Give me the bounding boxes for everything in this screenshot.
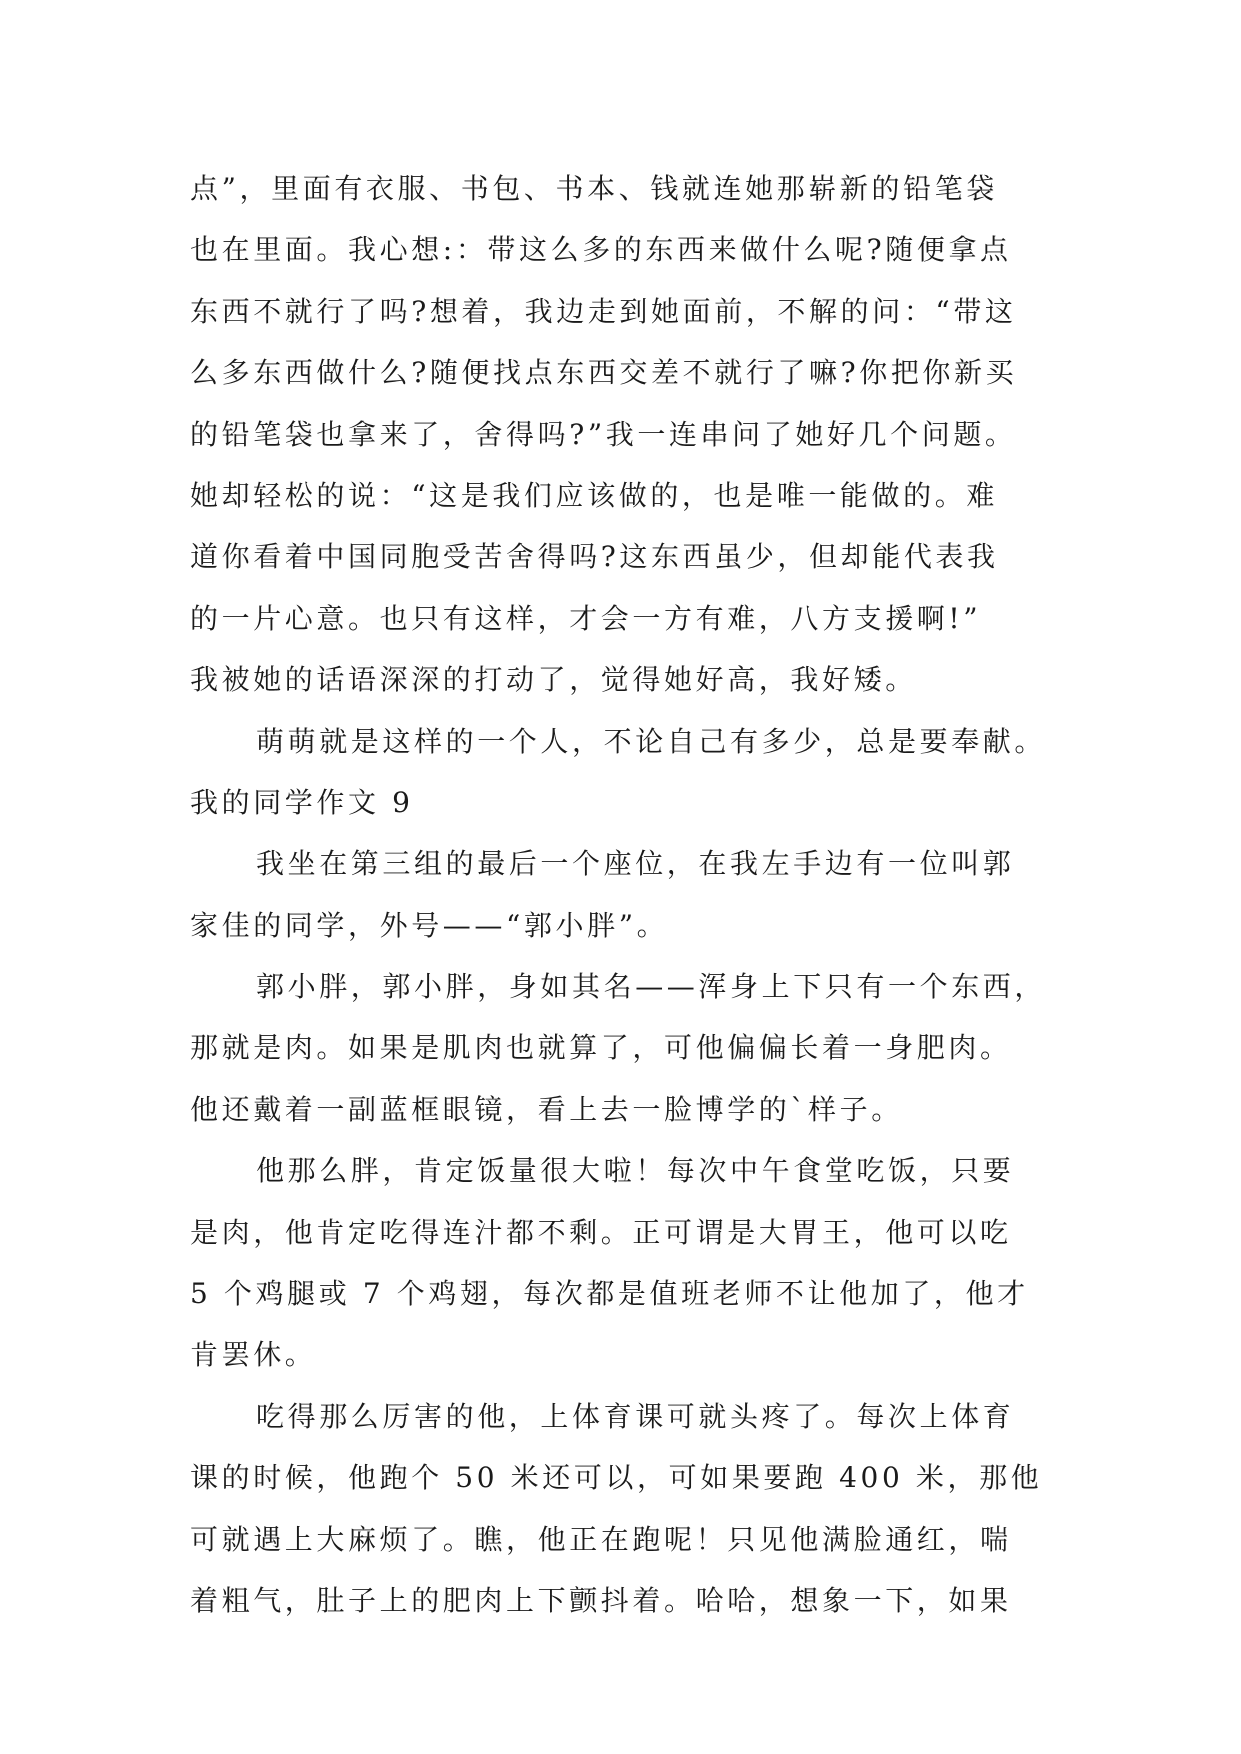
text-line: 肯罢休。 (190, 1338, 317, 1372)
text-line: 着粗气，肚子上的肥肉上下颤抖着。哈哈，想象一下，如果 (190, 1583, 1012, 1617)
text-line: 郭小胖，郭小胖，身如其名——浑身上下只有一个东西， (256, 970, 1047, 1004)
text-line: 他那么胖，肯定饭量很大啦！每次中午食堂吃饭，只要 (256, 1154, 1015, 1188)
text-line: 他还戴着一副蓝框眼镜，看上去一脸博学的`样子。 (190, 1092, 903, 1126)
body-text (190, 158, 1070, 1631)
text-line: 的铅笔袋也拿来了，舍得吗?”我一连串问了她好几个问题。 (190, 417, 1017, 451)
text-line: 家佳的同学，外号——“郭小胖”。 (190, 908, 669, 942)
text-line: 也在里面。我心想:：带这么多的东西来做什么呢?随便拿点 (190, 233, 1012, 267)
text-line: 的一片心意。也只有这样，才会一方有难，八方支援啊!” (190, 601, 982, 635)
text-line: 么多东西做什么?随便找点东西交差不就行了嘛?你把你新买 (190, 356, 1018, 390)
text-line: 吃得那么厉害的他，上体育课可就头疼了。每次上体育 (256, 1399, 1015, 1433)
text-line: 课的时候，他跑个 50 米还可以，可如果要跑 400 米，那他 (190, 1461, 1043, 1495)
text-line: 是肉，他肯定吃得连汁都不剩。正可谓是大胃王，他可以吃 (190, 1215, 1012, 1249)
text-line: 她却轻松的说：“这是我们应该做的，也是唯一能做的。难 (190, 478, 998, 512)
text-line: 东西不就行了吗?想着，我边走到她面前，不解的问：“带这 (190, 294, 1017, 328)
text-line: 5 个鸡腿或 7 个鸡翅，每次都是值班老师不让他加了，他才 (190, 1277, 1029, 1311)
text-line: 道你看着中国同胞受苦舍得吗?这东西虽少，但却能代表我 (190, 540, 999, 574)
text-line: 我坐在第三组的最后一个座位，在我左手边有一位叫郭 (256, 847, 1015, 881)
text-line: 我被她的话语深深的打动了，觉得她好高，我好矮。 (190, 663, 917, 697)
text-line: 我的同学作文 9 (190, 785, 414, 819)
text-line: 萌萌就是这样的一个人，不论自己有多少，总是要奉献。 (256, 724, 1047, 758)
text-line: 那就是肉。如果是肌肉也就算了，可他偏偏长着一身肥肉。 (190, 1031, 1012, 1065)
text-line: 点”，里面有衣服、书包、书本、钱就连她那崭新的铅笔袋 (190, 172, 998, 205)
text-line: 可就遇上大麻烦了。瞧，他正在跑呢！只见他满脸通红，喘 (190, 1522, 1012, 1556)
